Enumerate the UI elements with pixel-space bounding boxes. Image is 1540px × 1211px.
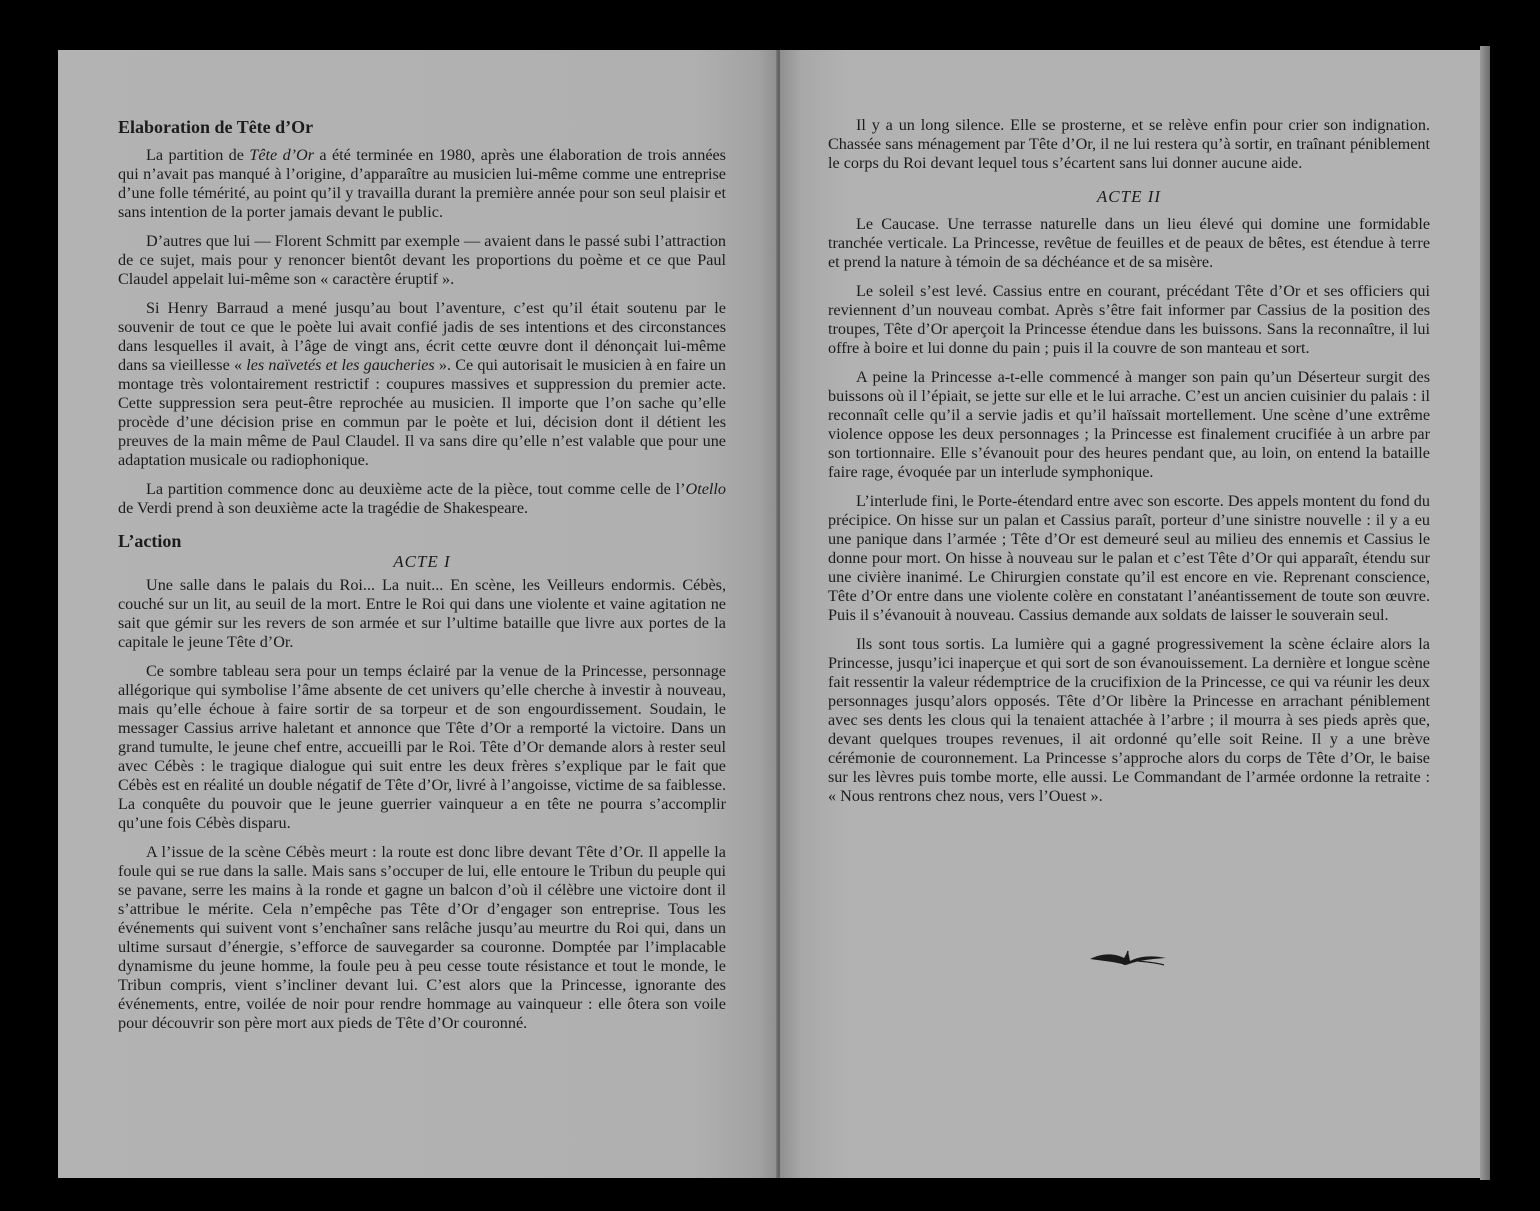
paragraph: D’autres que lui — Florent Schmitt par exemple — avaient dans le passé subi l’attraction de ce sujet, mais pour y renoncer bientôt devant les proportions du poème et ce que Paul Claudel appelait lui-même son « caractère éruptif ». xyxy=(118,232,726,288)
paragraph: Il y a un long silence. Elle se prosterne, et se relève enfin pour crier son indignation. Chassée sans ménagement par Tête d’Or, il ne lui restera qu’à sortir, en traînant péniblement le corps du Roi devant lequel tous s’écartent sans lui donner aucune aide. xyxy=(828,116,1430,172)
paragraph: Une salle dans le palais du Roi... La nuit... En scène, les Veilleurs endormis. Cébès, couché sur un lit, au seuil de la mort. Entre le Roi qui dans une violente et vaine agitation ne sait que gémir sur les revers de son armée et sur l’ultime bataille que livre aux portes de la capitale le jeune Tête d’Or. xyxy=(118,576,726,651)
section-heading-action: L’action xyxy=(118,531,182,551)
right-page xyxy=(780,50,1480,1178)
paragraph: Si Henry Barraud a mené jusqu’au bout l’aventure, c’est qu’il était soutenu par le souvenir de tout ce que le poète lui avait confié jadis de ses intentions et des circonstances dans lesquelles il avait, à l’âge de vingt ans, écrit cette œuvre dont il dénonçait lui-même dans sa vieillesse « les naïvetés et les gaucheries ». Ce qui autorisait le musicien à en faire un montage très volontairement restrictif : coupures massives et suppression du premier acte. Cette suppression sera peut-être reprochée au musicien. Il importe que l’on sache qu’elle procède d’une décision prise en commun par le poète et lui, décision dont il détient les preuves de la main même de Paul Claudel. Il va sans dire qu’elle n’est valable que pour une adaptation musicale ou radiophonique. xyxy=(118,299,726,469)
paragraph: A peine la Princesse a-t-elle commencé à manger son pain qu’un Déserteur surgit des buissons où il l’épiait, se jette sur elle et le lui arrache. C’est un ancien cuisinier du palais : il reconnaît celle qu’il a servie jadis et qu’il haïssait mortellement. Une scène d’une extrême violence oppose les deux personnages ; la Princesse est finalement crucifiée à un arbre par son tortionnaire. Elle s’évanouit pour des heures pendant que, au loin, on entend la bataille faire rage, évoquée par un interlude symphonique. xyxy=(828,368,1430,481)
page-edge xyxy=(1480,46,1490,1180)
paragraph: L’interlude fini, le Porte-étendard entre avec son escorte. Des appels montent du fond du précipice. On hisse sur un palan et Cassius paraît, porteur d’une sinistre nouvelle : il y a eu une panique dans l’armée ; Tête d’Or est demeuré seul au milieu des ennemis et Cassius le donne pour mort. On hisse à nouveau sur le palan et c’est Tête d’Or qui apparaît, étendu sur une civière inanimé. Le Chirurgien constate qu’il est encore en vie. Reprenant conscience, Tête d’Or entre dans une violente colère en constatant l’anéantissement de toute son œuvre. Puis il s’évanouit à nouveau. Cassius demande aux soldats de laisser le souverain seul. xyxy=(828,492,1430,624)
paragraph: La partition commence donc au deuxième acte de la pièce, tout comme celle de l’Otello de Verdi prend à son deuxième acte la tragédie de Shakespeare. xyxy=(118,480,726,517)
paragraph: A l’issue de la scène Cébès meurt : la route est donc libre devant Tête d’Or. Il appelle la foule qui se rue dans la salle. Mais sans s’occuper de lui, elle entoure le Tribun du peuple qui se pavane, serre les mains à la ronde et gagne un balcon d’où il célèbre une victoire dont il s’attribue le mérite. Cela n’empêche pas Tête d’Or d’engager son entreprise. Tous les événements qui suivent vont s’enchaîner sans relâche jusqu’au meurtre du Roi qui, dans un ultime sursaut d’énergie, s’efforce de sauvegarder sa couronne. Domptée par l’implacable dynamisme du jeune homme, la foule peu à peu cesse toute résistance et tout le monde, le Tribun compris, vient s’incliner devant lui. C’est alors que la Princesse, ignorante des événements, entre, voilée de noir pour rendre hommage au vainqueur : elle ôtera son voile pour découvrir son père mort aux pieds de Tête d’Or couronné. xyxy=(118,843,726,1032)
italic-title: Tête d’Or xyxy=(249,146,315,164)
paragraph: Le Caucase. Une terrasse naturelle dans un lieu élevé qui domine une formidable tranchée verticale. La Princesse, revêtue de feuilles et de peaux de bêtes, est étendue à terre et prend la nature à témoin de sa déchéance et de sa misère. xyxy=(828,215,1430,271)
decorative-flourish-icon xyxy=(1088,945,1168,969)
act-two-title: ACTE II xyxy=(1096,187,1162,206)
paragraph: Le soleil s’est levé. Cassius entre en courant, précédant Tête d’Or et ses officiers qui reviennent d’un nouveau combat. Après s’être fait informer par Cassius de la position des troupes, Tête d’Or aperçoit la Princesse étendue dans les buissons. Sans la reconnaître, il lui offre à boire et lui donne du pain ; puis il la couvre de son manteau et sort. xyxy=(828,282,1430,357)
section-heading-elaboration: Elaboration de Tête d’Or xyxy=(118,117,314,137)
paragraph: Ils sont tous sortis. La lumière qui a gagné progressivement la scène éclaire alors la Princesse, jusqu’ici inaperçue et qui sort de son évanouissement. La dernière et longue scène fait ressentir la valeur rédemptrice de la crucifixion de la Princesse, ce qui va réunir les deux personnages jusqu’alors opposés. Tête d’Or libère la Princesse en arrachant péniblement avec ses dents les clous qui la tenaient attachée à l’arbre ; il mourra à ses pieds après que, devant quelques troupes revenues, il ait ordonné qu’elle soit Reine. Il y a une brève cérémonie de couronnement. La Princesse s’approche alors du corps de Tête d’Or, le baise sur les lèvres puis tombe morte, elle aussi. Le Commandant de l’armée ordonne la retraite : « Nous rentrons chez nous, vers l’Ouest ». xyxy=(828,635,1430,805)
left-page xyxy=(58,50,780,1178)
paragraph: Ce sombre tableau sera pour un temps éclairé par la venue de la Princesse, personnage allégorique qui symbolise l’âme absente de cet univers qu’elle cherche à investir à nouveau, mais qu’elle échoue à faire sortir de sa torpeur et de son engourdissement. Soudain, le messager Cassius arrive haletant et annonce que Tête d’Or a remporté la victoire. Dans un grand tumulte, le jeune chef entre, accueilli par le Roi. Tête d’Or demande alors à rester seul avec Cébès : le tragique dialogue qui suit entre les deux frères s’explique par le fait que Cébès est en réalité un double négatif de Tête d’Or, livré à l’angoisse, victime de sa faiblesse. La conquête du pouvoir que le jeune guerrier vainqueur a en tête ne pourra s’accomplir qu’une fois Cébès disparu. xyxy=(118,662,726,832)
italic-title: Otello xyxy=(685,480,726,498)
paragraph: La partition de Tête d’Or a été terminée en 1980, après une élaboration de trois années qui n’avait pas manqué à l’origine, d’apparaître au musicien lui-même comme une entreprise d’une folle témérité, au point qu’il y travailla durant la première année pour son seul plaisir et sans intention de la porter jamais devant le public. xyxy=(118,146,726,221)
italic-quote: les naïvetés et les gaucheries xyxy=(246,356,435,374)
act-one-title: ACTE I xyxy=(393,552,451,571)
